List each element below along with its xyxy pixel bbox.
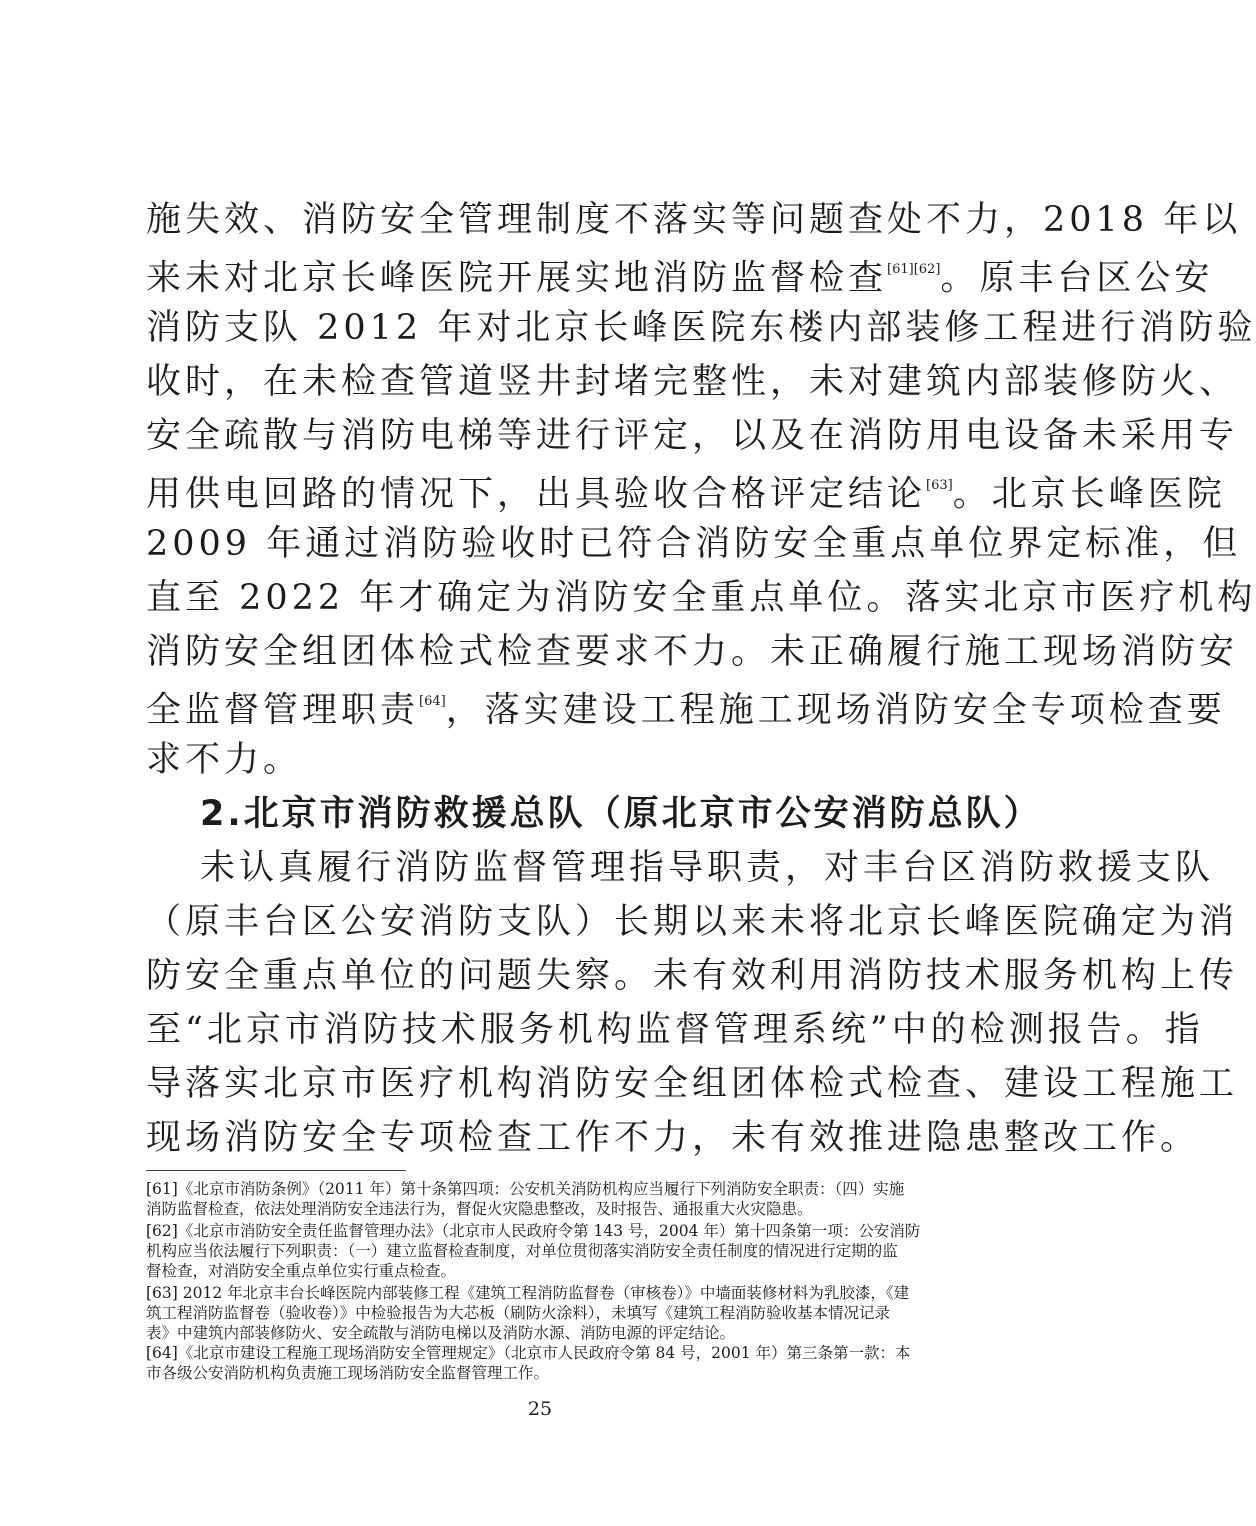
text-line: 安全疏散与消防电梯等进行评定，以及在消防用电设备未采用专	[146, 416, 1239, 456]
footnote-62-cont: 机构应当依法履行下列职责：（一）建立监督检查制度，对单位贯彻落实消防安全责任制度的情况进行定期的监	[146, 1242, 898, 1260]
text-line: 消防安全组团体检式检查要求不力。未正确履行施工现场消防安	[146, 632, 1239, 672]
section-heading: 2.北京市消防救援总队（原北京市公安消防总队）	[200, 794, 1042, 834]
page-number: 25	[527, 1398, 553, 1420]
footnote-ref: [64]	[419, 694, 446, 709]
footnote-62-cont: 督检查，对消防安全重点单位实行重点检查。	[146, 1262, 457, 1280]
footnote-64-cont: 市各级公安消防机构负责施工现场消防安全监督管理工作。	[146, 1364, 550, 1382]
text-line: 施失效、消防安全管理制度不落实等问题查处不力，2018 年以	[146, 200, 1242, 240]
text-line: 求不力。	[146, 740, 303, 780]
text-line: 用供电回路的情况下，出具验收合格评定结论[63]。北京长峰医院	[146, 474, 1226, 515]
text-line: 全监督管理职责[64]，落实建设工程施工现场消防安全专项检查要	[146, 690, 1226, 731]
text-line: 消防支队 2012 年对北京长峰医院东楼内部装修工程进行消防验	[146, 308, 1256, 348]
text-line: 来未对北京长峰医院开展实地消防监督检查[61][62]。原丰台区公安	[146, 258, 1214, 299]
footnote-ref: [61][62]	[887, 262, 941, 277]
text-line: 收时，在未检查管道竖井封堵完整性，未对建筑内部装修防火、	[146, 362, 1239, 402]
footnote-63-cont: 筑工程消防监督卷（验收卷）》中检验报告为大芯板（刷防火涂料），未填写《建筑工程消防验收基本情况记录	[146, 1304, 891, 1322]
footnote-63-cont: 表》中建筑内部装修防火、安全疏散与消防电梯以及消防水源、消防电源的评定结论。	[146, 1324, 736, 1342]
footnote-61: [61]《北京市消防条例》（2011 年）第十条第四项：公安机关消防机构应当履行下列消防安全职责：（四）实施	[146, 1180, 905, 1198]
text-line: 未认真履行消防监督管理指导职责，对丰台区消防救援支队	[200, 848, 1215, 888]
text-line: 至“北京市消防技术服务机构监督管理系统”中的检测报告。指	[146, 1010, 1204, 1050]
footnote-64: [64]《北京市建设工程施工现场消防安全管理规定》（北京市人民政府令第 84 号，2001 年）第三条第一款：本	[146, 1344, 911, 1362]
footnote-ref: [63]	[926, 478, 953, 493]
text-line: 现场消防安全专项检查工作不力，未有效推进隐患整改工作。	[146, 1118, 1200, 1158]
text-line: 防安全重点单位的问题失察。未有效利用消防技术服务机构上传	[146, 956, 1239, 996]
footnote-61-cont: 消防监督检查，依法处理消防安全违法行为，督促火灾隐患整改，及时报告、通报重大火灾隐患。	[146, 1200, 813, 1218]
text-line: 导落实北京市医疗机构消防安全组团体检式检查、建设工程施工	[146, 1064, 1239, 1104]
text-line: （原丰台区公安消防支队）长期以来未将北京长峰医院确定为消	[146, 902, 1239, 942]
footnote-62: [62]《北京市消防安全责任监督管理办法》（北京市人民政府令第 143 号，2004 年）第十四条第一项：公安消防	[146, 1222, 921, 1240]
footnote-divider	[146, 1170, 406, 1171]
text-line: 直至 2022 年才确定为消防安全重点单位。落实北京市医疗机构	[146, 578, 1256, 618]
footnote-63: [63] 2012 年北京丰台长峰医院内部装修工程《建筑工程消防监督卷（审核卷）》中墙面装修材料为乳胶漆，《建	[146, 1284, 910, 1302]
text-line: 2009 年通过消防验收时已符合消防安全重点单位界定标准，但	[146, 524, 1242, 564]
